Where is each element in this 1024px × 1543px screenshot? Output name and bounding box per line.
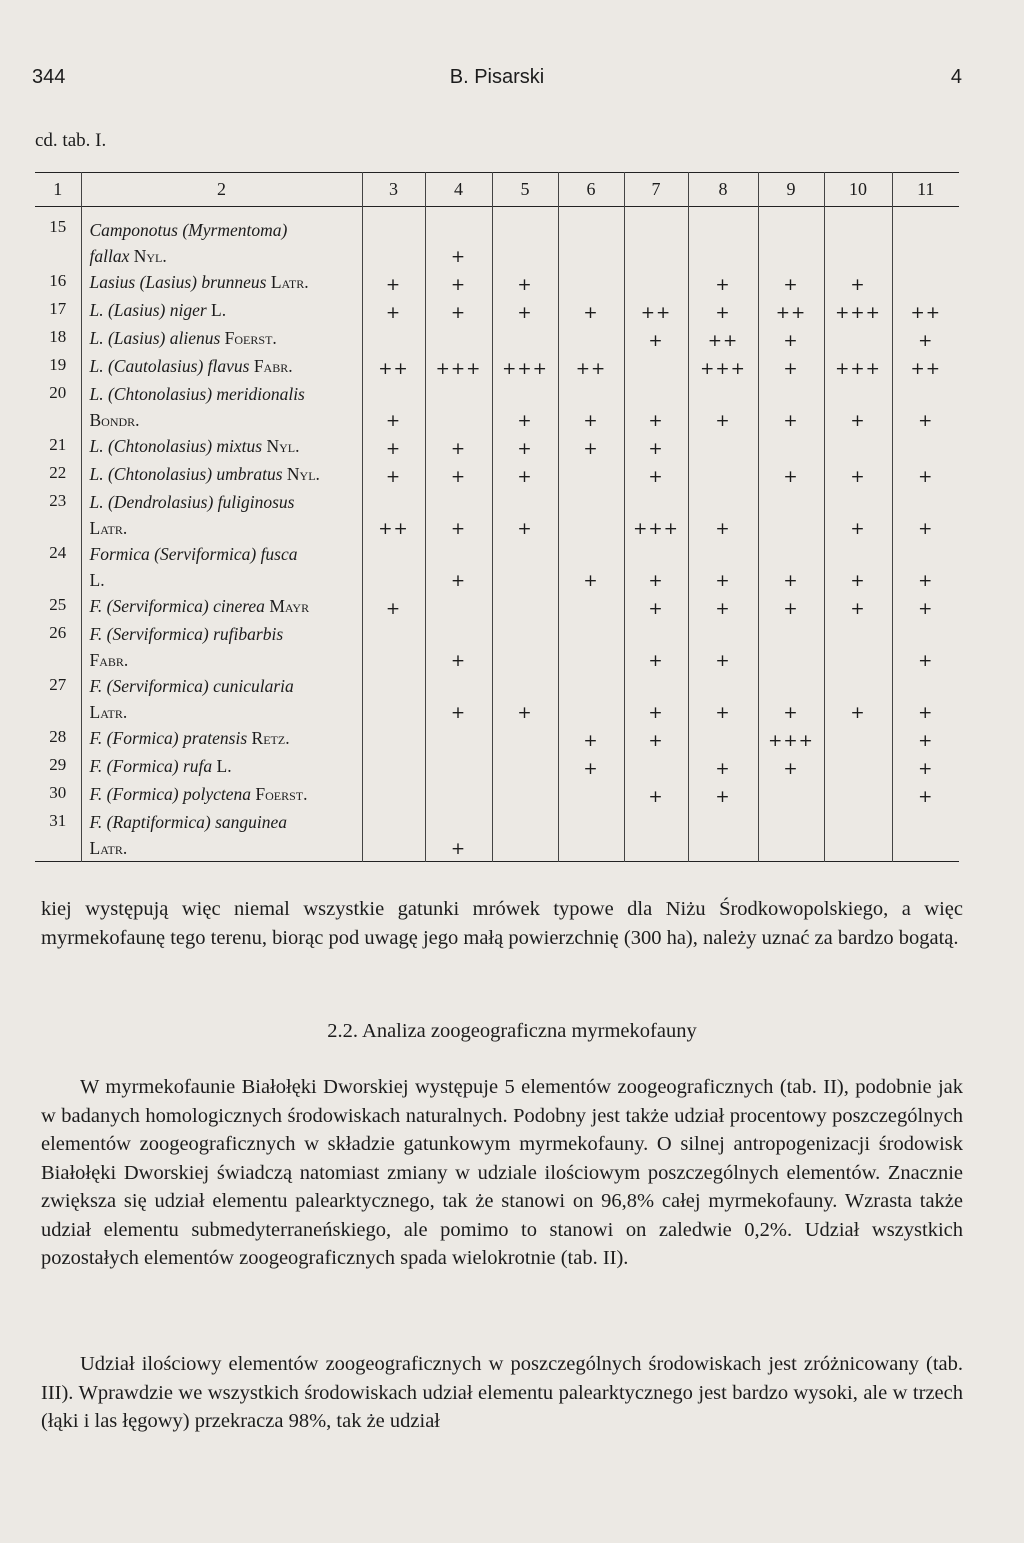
abundance-mark-col-3: + bbox=[362, 297, 425, 325]
abundance-mark-col-6 bbox=[558, 269, 624, 297]
abundance-mark-col-10 bbox=[824, 621, 892, 673]
abundance-mark-col-11: + bbox=[892, 541, 959, 593]
abundance-mark-col-7 bbox=[624, 207, 688, 270]
abundance-mark-col-9: + bbox=[758, 325, 824, 353]
abundance-mark-col-10: + bbox=[824, 461, 892, 489]
species-name bbox=[81, 541, 362, 593]
species-author: Fabr. bbox=[89, 650, 129, 670]
abundance-mark-col-5: +++ bbox=[492, 353, 558, 381]
abundance-mark-col-4: + bbox=[425, 461, 492, 489]
table-row bbox=[35, 489, 959, 541]
abundance-mark-col-6: + bbox=[558, 297, 624, 325]
row-number: 16 bbox=[49, 271, 67, 290]
abundance-mark-col-8 bbox=[688, 433, 758, 461]
species-genus: Camponotus (Myrmentoma) bbox=[89, 220, 288, 240]
paragraph-quantitative: Udział ilościowy elementów zoogeograficznych w poszczególnych środowiskach jest zróżnicowany (tab. III). Wprawdzie we wszystkich środowiskach udział elementu palearktycznego jest bardzo wysoki, ale w trzech (łąki i las łęgowy) przekracza 98%, tak że udział bbox=[41, 1353, 963, 1432]
abundance-mark-col-7: + bbox=[624, 325, 688, 353]
species-genus: L. (Chtonolasius) mixtus bbox=[89, 436, 263, 456]
species-author: Latr. bbox=[89, 702, 128, 722]
species-name bbox=[81, 725, 362, 753]
table-row bbox=[35, 621, 959, 673]
species-author: L. bbox=[211, 300, 227, 320]
abundance-mark-col-11: + bbox=[892, 753, 959, 781]
abundance-mark-col-7: +++ bbox=[624, 489, 688, 541]
issue-number: 4 bbox=[950, 66, 962, 88]
abundance-mark-col-9: + bbox=[758, 541, 824, 593]
species-genus: Formica (Serviformica) fusca bbox=[89, 544, 298, 564]
abundance-mark-col-9 bbox=[758, 433, 824, 461]
species-name bbox=[81, 297, 362, 325]
abundance-mark-col-11: + bbox=[892, 325, 959, 353]
row-number: 26 bbox=[49, 623, 67, 642]
running-head-author: B. Pisarski bbox=[449, 66, 545, 88]
abundance-mark-col-11: + bbox=[892, 781, 959, 809]
abundance-mark-col-8: + bbox=[688, 269, 758, 297]
abundance-mark-col-8: ++ bbox=[688, 325, 758, 353]
species-name bbox=[81, 489, 362, 541]
species-author: L. bbox=[216, 756, 232, 776]
abundance-mark-col-9: + bbox=[758, 353, 824, 381]
abundance-mark-col-7: + bbox=[624, 381, 688, 433]
table-row bbox=[35, 433, 959, 461]
species-name bbox=[81, 207, 362, 270]
column-header-5: 5 bbox=[492, 173, 558, 207]
table-row bbox=[35, 593, 959, 621]
column-header-10: 10 bbox=[824, 173, 892, 207]
abundance-mark-col-7: + bbox=[624, 781, 688, 809]
column-header-11: 11 bbox=[892, 173, 959, 207]
abundance-mark-col-6 bbox=[558, 621, 624, 673]
species-author: Nyl. bbox=[266, 436, 300, 456]
abundance-mark-col-9 bbox=[758, 621, 824, 673]
abundance-mark-col-6: + bbox=[558, 753, 624, 781]
abundance-mark-col-11: ++ bbox=[892, 297, 959, 325]
abundance-mark-col-3 bbox=[362, 207, 425, 270]
abundance-mark-col-4 bbox=[425, 781, 492, 809]
abundance-mark-col-10: + bbox=[824, 381, 892, 433]
abundance-mark-col-4: + bbox=[425, 269, 492, 297]
table-row bbox=[35, 673, 959, 725]
abundance-mark-col-7: + bbox=[624, 461, 688, 489]
abundance-mark-col-11 bbox=[892, 809, 959, 862]
abundance-mark-col-3 bbox=[362, 621, 425, 673]
abundance-mark-col-11: + bbox=[892, 489, 959, 541]
species-genus: F. (Formica) rufa bbox=[89, 756, 213, 776]
row-number: 19 bbox=[49, 355, 67, 374]
abundance-mark-col-4: + bbox=[425, 673, 492, 725]
abundance-mark-col-8 bbox=[688, 207, 758, 270]
species-genus: L. (Lasius) alienus bbox=[89, 328, 221, 348]
column-header-6: 6 bbox=[558, 173, 624, 207]
species-genus: L. (Lasius) niger bbox=[89, 300, 207, 320]
species-author: Mayr bbox=[269, 596, 310, 616]
species-name bbox=[81, 593, 362, 621]
species-genus: L. (Dendrolasius) fuliginosus bbox=[89, 492, 295, 512]
abundance-mark-col-3 bbox=[362, 781, 425, 809]
species-name bbox=[81, 781, 362, 809]
species-author: Fabr. bbox=[253, 356, 293, 376]
abundance-mark-col-11: + bbox=[892, 461, 959, 489]
abundance-mark-col-4 bbox=[425, 381, 492, 433]
species-name bbox=[81, 269, 362, 297]
species-name bbox=[81, 621, 362, 673]
abundance-mark-col-9 bbox=[758, 207, 824, 270]
abundance-mark-col-4: + bbox=[425, 489, 492, 541]
abundance-mark-col-6 bbox=[558, 461, 624, 489]
species-name bbox=[81, 809, 362, 862]
species-genus: F. (Serviformica) cinerea bbox=[89, 596, 265, 616]
abundance-mark-col-10: + bbox=[824, 673, 892, 725]
abundance-mark-col-8 bbox=[688, 461, 758, 489]
table-row bbox=[35, 207, 959, 270]
abundance-mark-col-8: + bbox=[688, 541, 758, 593]
abundance-mark-col-5: + bbox=[492, 381, 558, 433]
abundance-mark-col-5 bbox=[492, 541, 558, 593]
page-number: 344 bbox=[32, 66, 66, 88]
abundance-mark-col-10: + bbox=[824, 541, 892, 593]
abundance-mark-col-4 bbox=[425, 593, 492, 621]
abundance-mark-col-5: + bbox=[492, 461, 558, 489]
abundance-mark-col-7 bbox=[624, 353, 688, 381]
table-row bbox=[35, 461, 959, 489]
abundance-mark-col-5: + bbox=[492, 297, 558, 325]
abundance-mark-col-10: + bbox=[824, 489, 892, 541]
species-genus: F. (Formica) pratensis bbox=[89, 728, 248, 748]
row-number: 25 bbox=[49, 595, 67, 614]
abundance-mark-col-11: + bbox=[892, 673, 959, 725]
species-epithet: fallax bbox=[89, 246, 130, 266]
abundance-mark-col-5 bbox=[492, 781, 558, 809]
abundance-mark-col-10: + bbox=[824, 593, 892, 621]
species-genus: Lasius (Lasius) brunneus bbox=[89, 272, 267, 292]
abundance-mark-col-4: + bbox=[425, 433, 492, 461]
abundance-mark-col-11: + bbox=[892, 593, 959, 621]
abundance-mark-col-5: + bbox=[492, 433, 558, 461]
abundance-mark-col-4: +++ bbox=[425, 353, 492, 381]
abundance-mark-col-6: ++ bbox=[558, 353, 624, 381]
abundance-mark-col-8: +++ bbox=[688, 353, 758, 381]
row-number: 29 bbox=[49, 755, 67, 774]
row-number: 21 bbox=[49, 435, 67, 454]
abundance-mark-col-6 bbox=[558, 809, 624, 862]
abundance-mark-col-11: ++ bbox=[892, 353, 959, 381]
abundance-mark-col-7: + bbox=[624, 433, 688, 461]
table-row bbox=[35, 325, 959, 353]
abundance-mark-col-10 bbox=[824, 325, 892, 353]
abundance-mark-col-8 bbox=[688, 725, 758, 753]
abundance-mark-col-3 bbox=[362, 809, 425, 862]
abundance-mark-col-9: + bbox=[758, 673, 824, 725]
species-author: Bondr. bbox=[89, 410, 140, 430]
abundance-mark-col-4: + bbox=[425, 621, 492, 673]
abundance-mark-col-5 bbox=[492, 593, 558, 621]
column-header-3: 3 bbox=[362, 173, 425, 207]
abundance-mark-col-5: + bbox=[492, 269, 558, 297]
abundance-mark-col-6 bbox=[558, 489, 624, 541]
abundance-mark-col-8: + bbox=[688, 593, 758, 621]
abundance-mark-col-10 bbox=[824, 433, 892, 461]
abundance-mark-col-8 bbox=[688, 809, 758, 862]
abundance-mark-col-7: + bbox=[624, 621, 688, 673]
abundance-mark-col-9 bbox=[758, 489, 824, 541]
abundance-mark-col-4 bbox=[425, 753, 492, 781]
table-row bbox=[35, 269, 959, 297]
abundance-mark-col-3: ++ bbox=[362, 489, 425, 541]
species-name bbox=[81, 753, 362, 781]
species-name bbox=[81, 461, 362, 489]
row-number: 27 bbox=[49, 675, 67, 694]
abundance-mark-col-3: + bbox=[362, 433, 425, 461]
abundance-mark-col-4 bbox=[425, 725, 492, 753]
abundance-mark-col-4: + bbox=[425, 207, 492, 270]
abundance-mark-col-7: ++ bbox=[624, 297, 688, 325]
abundance-mark-col-6 bbox=[558, 325, 624, 353]
abundance-mark-col-8: + bbox=[688, 621, 758, 673]
abundance-mark-col-5: + bbox=[492, 673, 558, 725]
abundance-mark-col-11 bbox=[892, 433, 959, 461]
abundance-mark-col-6: + bbox=[558, 725, 624, 753]
abundance-mark-col-8: + bbox=[688, 381, 758, 433]
abundance-mark-col-7 bbox=[624, 269, 688, 297]
row-number: 28 bbox=[49, 727, 67, 746]
abundance-mark-col-6 bbox=[558, 593, 624, 621]
species-genus: F. (Raptiformica) sanguinea bbox=[89, 812, 288, 832]
abundance-mark-col-6 bbox=[558, 207, 624, 270]
table-row bbox=[35, 725, 959, 753]
abundance-mark-col-7 bbox=[624, 809, 688, 862]
abundance-mark-col-8: + bbox=[688, 489, 758, 541]
abundance-mark-col-6 bbox=[558, 673, 624, 725]
table-header-row bbox=[35, 173, 959, 207]
abundance-mark-col-7: + bbox=[624, 673, 688, 725]
abundance-mark-col-9: + bbox=[758, 269, 824, 297]
species-genus: F. (Serviformica) cunicularia bbox=[89, 676, 294, 696]
abundance-mark-col-10 bbox=[824, 781, 892, 809]
abundance-mark-col-9 bbox=[758, 809, 824, 862]
abundance-mark-col-3: ++ bbox=[362, 353, 425, 381]
table-row bbox=[35, 297, 959, 325]
species-genus: L. (Cautolasius) flavus bbox=[89, 356, 250, 376]
column-header-9: 9 bbox=[758, 173, 824, 207]
abundance-mark-col-4: + bbox=[425, 809, 492, 862]
abundance-mark-col-10: +++ bbox=[824, 297, 892, 325]
species-name bbox=[81, 325, 362, 353]
species-name bbox=[81, 381, 362, 433]
abundance-mark-col-6: + bbox=[558, 381, 624, 433]
species-author: Latr. bbox=[89, 518, 128, 538]
abundance-mark-col-6: + bbox=[558, 541, 624, 593]
abundance-mark-col-4: + bbox=[425, 541, 492, 593]
paragraph-intro: kiej występują więc niemal wszystkie gatunki mrówek typowe dla Niżu Środkowopolskiego, a więc myrmekofaunę tego terenu, biorąc pod uwagę jego małą powierzchnię (300 ha), należy uznać za bardzo bogatą. bbox=[41, 898, 963, 949]
table-row bbox=[35, 753, 959, 781]
abundance-mark-col-5 bbox=[492, 207, 558, 270]
abundance-mark-col-9: +++ bbox=[758, 725, 824, 753]
abundance-mark-col-11 bbox=[892, 269, 959, 297]
abundance-mark-col-9: + bbox=[758, 381, 824, 433]
abundance-mark-col-8: + bbox=[688, 781, 758, 809]
abundance-mark-col-8: + bbox=[688, 297, 758, 325]
abundance-mark-col-7: + bbox=[624, 593, 688, 621]
table-body bbox=[35, 207, 959, 862]
species-genus: F. (Formica) polyctena bbox=[89, 784, 252, 804]
row-number: 31 bbox=[49, 811, 67, 830]
page-header bbox=[32, 66, 962, 96]
abundance-mark-col-6: + bbox=[558, 433, 624, 461]
abundance-mark-col-10 bbox=[824, 725, 892, 753]
table-row bbox=[35, 353, 959, 381]
species-name bbox=[81, 433, 362, 461]
species-author: L. bbox=[89, 570, 105, 590]
abundance-mark-col-9 bbox=[758, 781, 824, 809]
abundance-mark-col-3: + bbox=[362, 461, 425, 489]
abundance-mark-col-5 bbox=[492, 753, 558, 781]
abundance-mark-col-10 bbox=[824, 753, 892, 781]
row-number: 20 bbox=[49, 383, 67, 402]
section-heading: 2.2. Analiza zoogeograficzna myrmekofauny bbox=[327, 1020, 697, 1042]
abundance-mark-col-3: + bbox=[362, 269, 425, 297]
species-genus: L. (Chtonolasius) meridionalis bbox=[89, 384, 305, 404]
abundance-mark-col-11: + bbox=[892, 725, 959, 753]
abundance-mark-col-10 bbox=[824, 207, 892, 270]
row-number: 18 bbox=[49, 327, 67, 346]
row-number: 15 bbox=[49, 217, 67, 236]
abundance-mark-col-9: + bbox=[758, 753, 824, 781]
column-header-2: 2 bbox=[81, 173, 362, 207]
abundance-mark-col-7: + bbox=[624, 725, 688, 753]
species-author: Latr. bbox=[270, 272, 309, 292]
abundance-mark-col-3: + bbox=[362, 593, 425, 621]
species-table bbox=[35, 172, 959, 862]
species-author: Foerst. bbox=[224, 328, 277, 348]
abundance-mark-col-5 bbox=[492, 809, 558, 862]
table-row bbox=[35, 809, 959, 862]
abundance-mark-col-4 bbox=[425, 325, 492, 353]
abundance-mark-col-3 bbox=[362, 725, 425, 753]
abundance-mark-col-3 bbox=[362, 541, 425, 593]
abundance-mark-col-3 bbox=[362, 325, 425, 353]
abundance-mark-col-5 bbox=[492, 725, 558, 753]
table-caption: cd. tab. I. bbox=[35, 130, 107, 151]
row-number: 22 bbox=[49, 463, 67, 482]
species-author: Nyl. bbox=[286, 464, 320, 484]
abundance-mark-col-11: + bbox=[892, 381, 959, 433]
species-author: Nyl. bbox=[133, 246, 167, 266]
species-genus: F. (Serviformica) rufibarbis bbox=[89, 624, 284, 644]
row-number: 30 bbox=[49, 783, 67, 802]
abundance-mark-col-8: + bbox=[688, 673, 758, 725]
abundance-mark-col-10: +++ bbox=[824, 353, 892, 381]
species-author: Retz. bbox=[251, 728, 290, 748]
species-genus: L. (Chtonolasius) umbratus bbox=[89, 464, 283, 484]
abundance-mark-col-10 bbox=[824, 809, 892, 862]
species-name bbox=[81, 353, 362, 381]
abundance-mark-col-7 bbox=[624, 753, 688, 781]
abundance-mark-col-9: ++ bbox=[758, 297, 824, 325]
abundance-mark-col-11 bbox=[892, 207, 959, 270]
species-author: Foerst. bbox=[255, 784, 308, 804]
abundance-mark-col-8: + bbox=[688, 753, 758, 781]
column-header-4: 4 bbox=[425, 173, 492, 207]
abundance-mark-col-3: + bbox=[362, 381, 425, 433]
abundance-mark-col-5 bbox=[492, 325, 558, 353]
table-row bbox=[35, 541, 959, 593]
abundance-mark-col-9: + bbox=[758, 593, 824, 621]
species-name bbox=[81, 673, 362, 725]
abundance-mark-col-11: + bbox=[892, 621, 959, 673]
paragraph-zoogeography: W myrmekofaunie Białołęki Dworskiej występuje 5 elementów zoogeograficznych (tab. II), podobnie jak w badanych homologicznych środowiskach naturalnych. Podobny jest także udział procentowy poszczególnych elementów zoogeograficznych w składzie gatunkowym myrmekofauny. O silnej antropogenizacji środowisk Białołęki Dworskiej świadczą natomiast zmiany w udziale ilościowym poszczególnych elementów. Znacznie zwiększa się udział elementu palearktycznego, tak że stanowi on 96,8% całej myrmekofauny. Wzrasta także udział elementu submedyterraneńskiego, ale pomimo to stanowi on zaledwie 0,2%. Udział wszystkich pozostałych elementów zoogeograficznych spada wielokrotnie (tab. II). bbox=[41, 1076, 963, 1269]
table-row bbox=[35, 781, 959, 809]
abundance-mark-col-7: + bbox=[624, 541, 688, 593]
row-number: 17 bbox=[49, 299, 67, 318]
abundance-mark-col-10: + bbox=[824, 269, 892, 297]
abundance-mark-col-5: + bbox=[492, 489, 558, 541]
column-header-7: 7 bbox=[624, 173, 688, 207]
abundance-mark-col-9: + bbox=[758, 461, 824, 489]
species-author: Latr. bbox=[89, 838, 128, 858]
column-header-1: 1 bbox=[53, 179, 63, 199]
row-number: 23 bbox=[49, 491, 67, 510]
abundance-mark-col-5 bbox=[492, 621, 558, 673]
abundance-mark-col-4: + bbox=[425, 297, 492, 325]
abundance-mark-col-3 bbox=[362, 753, 425, 781]
table-row bbox=[35, 381, 959, 433]
abundance-mark-col-3 bbox=[362, 673, 425, 725]
row-number: 24 bbox=[49, 543, 67, 562]
column-header-8: 8 bbox=[688, 173, 758, 207]
abundance-mark-col-6 bbox=[558, 781, 624, 809]
